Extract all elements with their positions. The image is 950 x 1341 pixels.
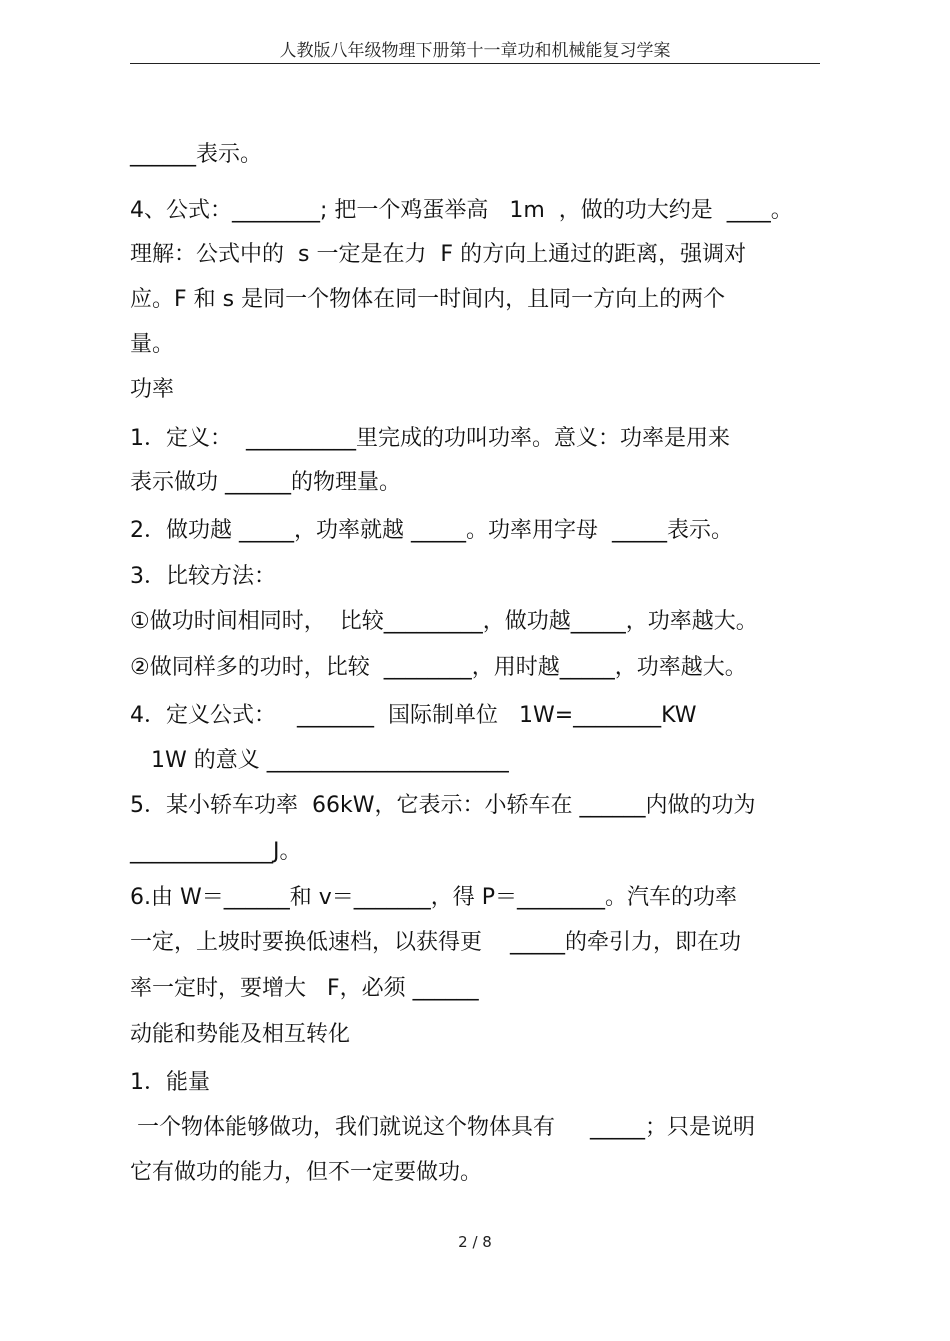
text-line: 应。F 和 s 是同一个物体在同一时间内，且同一方向上的两个: [130, 287, 726, 312]
text-line: 2．做功越 _____，功率就越 _____。功率用字母 _____表示。: [130, 518, 733, 543]
text-line: 率一定时，要增大 F，必须 ______: [130, 976, 479, 1001]
text-line: 3．比较方法：: [130, 564, 276, 589]
text-line: 5．某小轿车功率 66kW，它表示：小轿车在 ______内做的功为: [130, 793, 756, 818]
text-line: ②做同样多的功时，比较 ________，用时越_____，功率越大。: [130, 655, 747, 680]
text-line: 一定，上坡时要换低速档，以获得更 _____的牵引力，即在功: [130, 930, 741, 955]
text-line: 4、公式：________; 把一个鸡蛋举高 1m ，做的功大约是 ____。: [130, 198, 793, 223]
text-line: 表示做功 ______的物理量。: [130, 470, 401, 495]
text-line: _____________J。: [130, 839, 302, 864]
text-line: 1W 的意义 ______________________: [130, 748, 509, 773]
text-line: 一个物体能够做功，我们就说这个物体具有 _____；只是说明: [130, 1115, 755, 1140]
text-line: 1．能量: [130, 1070, 210, 1095]
text-line: 理解：公式中的 s 一定是在力 F 的方向上通过的距离，强调对: [130, 242, 747, 267]
section-heading: 功率: [130, 377, 175, 402]
page-number: 2 / 8: [458, 1233, 492, 1251]
text-line: ______表示。: [130, 142, 263, 167]
text-line: 量。: [130, 332, 175, 357]
header-divider: [130, 63, 820, 64]
text-line: 6.由 W＝______和 v＝_______，得 P＝________。汽车的功率: [130, 885, 738, 910]
text-line: 4．定义公式： _______ 国际制单位 1W=________KW: [130, 703, 697, 728]
text-line: 它有做功的能力，但不一定要做功。: [130, 1160, 483, 1185]
text-line: 1．定义： __________里完成的功叫功率。意义：功率是用来: [130, 426, 730, 451]
page-header-title: 人教版八年级物理下册第十一章功和机械能复习学案: [279, 41, 671, 61]
text-line: ①做功时间相同时， 比较_________，做功越_____，功率越大。: [130, 609, 758, 634]
section-heading: 动能和势能及相互转化: [130, 1022, 351, 1047]
